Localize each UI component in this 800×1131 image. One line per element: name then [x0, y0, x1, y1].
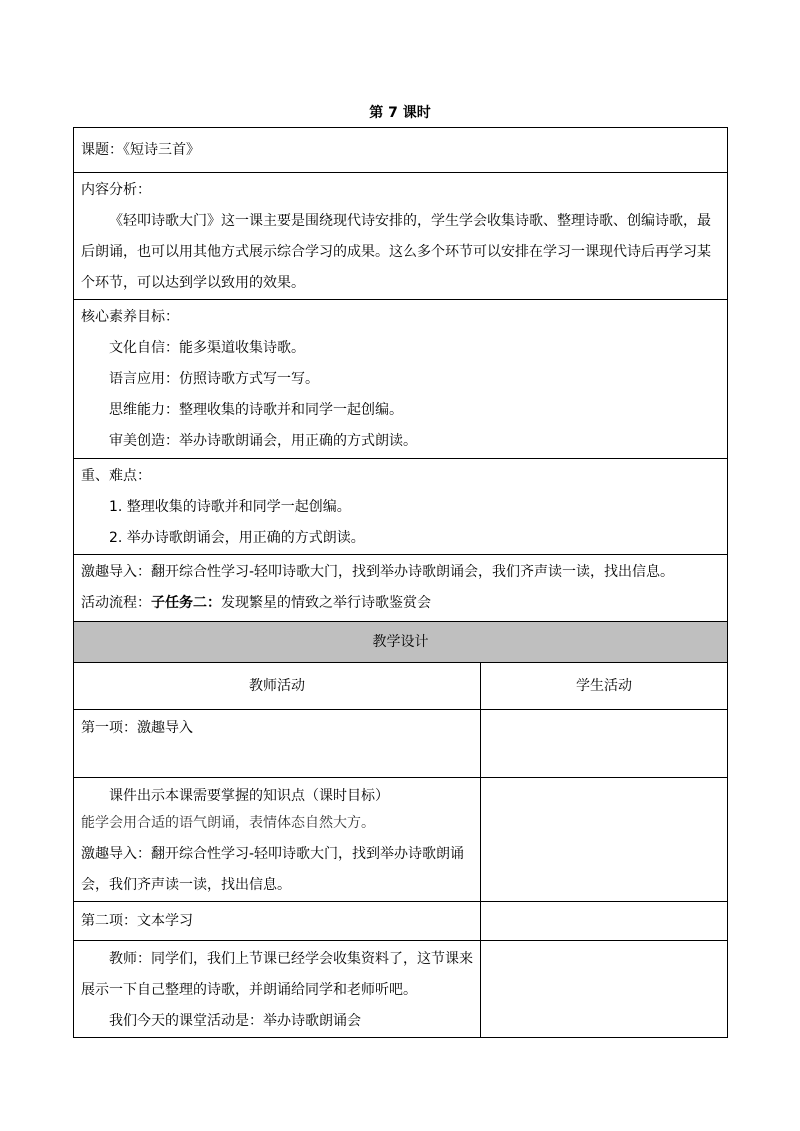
content-analysis-heading: 内容分析：: [81, 182, 151, 198]
key-points-cell: [74, 459, 728, 555]
student-activity-cell: [481, 710, 728, 778]
core-goals-row: [74, 300, 728, 459]
content-analysis-row: [74, 173, 728, 300]
page-title: 第 7 课时: [369, 105, 431, 121]
section-cell: [74, 902, 481, 941]
student-activity-cell: [481, 902, 728, 941]
lesson-value: 《短诗三首》: [123, 141, 200, 158]
teacher-text: 我们今天的课堂活动是：举办诗歌朗诵会: [109, 1013, 361, 1029]
core-goal-item: 审美创造：举办诗歌朗诵会，用正确的方式朗读。: [109, 433, 417, 449]
design-row: [74, 778, 728, 902]
teacher-text: 教师：同学们，我们上节课已经学会收集资料了，这节课来展示一下自己整理的诗歌，并朗诵给同学和老师听吧。: [81, 951, 473, 998]
design-band-row: [74, 622, 728, 663]
key-point-item: 1. 整理收集的诗歌并和同学一起创编。: [109, 499, 351, 515]
lesson-label: 课题：: [81, 141, 123, 158]
design-header-row: [74, 663, 728, 710]
core-goal-item: 思维能力：整理收集的诗歌并和同学一起创编。: [109, 402, 403, 418]
core-goals-heading: 核心素养目标：: [81, 309, 179, 325]
intro-cell: [74, 555, 728, 622]
student-activity-cell: [481, 778, 728, 902]
student-column-header: 学生活动: [481, 663, 728, 710]
teacher-text: 能学会用合适的语气朗诵，表情体态自然大方。: [81, 815, 375, 831]
content-analysis-cell: [74, 173, 728, 300]
lesson-plan-table: [73, 127, 728, 1038]
lesson-row: [74, 128, 728, 173]
flow-label: 活动流程：: [81, 595, 151, 611]
teacher-activity-cell: [74, 941, 481, 1038]
design-band: 教学设计: [74, 622, 728, 663]
lesson-cell: [74, 128, 728, 173]
activity-flow: [81, 588, 720, 619]
teacher-text: 激趣导入：翻开综合性学习-轻叩诗歌大门，找到举办诗歌朗诵会，我们齐声读一读，找出信息。: [81, 846, 465, 893]
teacher-column-header: 教师活动: [74, 663, 481, 710]
design-row: [74, 902, 728, 941]
design-row: [74, 710, 728, 778]
teacher-activity-cell: [74, 778, 481, 902]
student-activity-cell: [481, 941, 728, 1038]
core-goal-item: 文化自信：能多渠道收集诗歌。: [109, 340, 305, 356]
teacher-text: 课件出示本课需要掌握的知识点（课时目标）: [109, 788, 389, 804]
key-points-heading: 重、难点：: [81, 468, 151, 484]
section-title: 第二项：文本学习: [81, 912, 193, 929]
core-goals-cell: [74, 300, 728, 459]
core-goal-item: 语言应用：仿照诗歌方式写一写。: [109, 371, 319, 387]
key-point-item: 2. 举办诗歌朗诵会，用正确的方式朗读。: [109, 530, 365, 546]
intro-row: [74, 555, 728, 622]
section-cell: [74, 710, 481, 778]
design-row: [74, 941, 728, 1038]
content-analysis-text: 《轻叩诗歌大门》这一课主要是围绕现代诗安排的，学生学会收集诗歌、整理诗歌、创编诗歌，最后朗诵，也可以用其他方式展示综合学习的成果。这么多个环节可以安排在学习一课现代诗后再学习某个环节，可以达到学以致用的效果。: [81, 213, 711, 291]
key-points-row: [74, 459, 728, 555]
flow-text: 发现繁星的情致之举行诗歌鉴赏会: [221, 595, 431, 611]
section-title: 第一项：激趣导入: [81, 720, 193, 736]
intro-text: 激趣导入：翻开综合性学习-轻叩诗歌大门，找到举办诗歌朗诵会，我们齐声读一读，找出信息。: [81, 564, 675, 580]
flow-task: 子任务二：: [151, 595, 221, 611]
